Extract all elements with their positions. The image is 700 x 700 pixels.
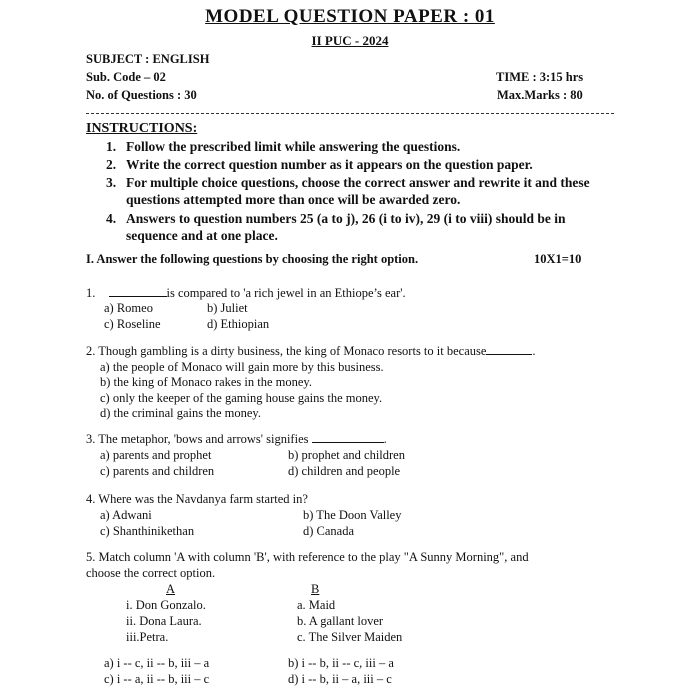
instruction-item: [106, 156, 618, 173]
option-a: a) Adwani: [100, 508, 152, 522]
option-b: b) Juliet: [207, 301, 248, 315]
instruction-text: Follow the prescribed limit while answering the questions.: [126, 139, 461, 154]
option-b: b) i -- b, ii -- c, iii – a: [288, 656, 394, 670]
option-d: d) Canada: [303, 524, 355, 538]
column-b-item: b. A gallant lover: [297, 614, 384, 628]
header-divider: [86, 113, 614, 114]
option-b: b) The Doon Valley: [303, 508, 402, 522]
instruction-number: 2.: [106, 157, 117, 172]
question-4: 4. Where was the Navdanya farm started in?: [86, 492, 308, 506]
sub-code-label: Sub. Code – 02: [86, 70, 166, 84]
column-a-item: i. Don Gonzalo.: [126, 598, 206, 612]
option-c: c) only the keeper of the gaming house gains the money.: [100, 391, 383, 405]
instruction-item: [106, 174, 618, 208]
column-b-item: c. The Silver Maiden: [297, 630, 403, 644]
paper-title: MODEL QUESTION PAPER : 01: [205, 6, 495, 27]
option-d: d) Ethiopian: [207, 317, 270, 331]
subject-label: SUBJECT : ENGLISH: [86, 52, 210, 66]
instruction-number: 3.: [106, 175, 117, 190]
question-1: [86, 286, 406, 301]
instruction-number: 1.: [106, 139, 117, 154]
answer-blank: [312, 442, 384, 443]
column-a-header: A: [166, 582, 176, 596]
instructions-heading: INSTRUCTIONS:: [86, 121, 198, 136]
section-marks: 10X1=10: [534, 252, 582, 266]
option-c: c) parents and children: [100, 464, 215, 478]
answer-blank: [109, 296, 167, 297]
option-c: c) Roseline: [104, 317, 161, 331]
option-d: d) i -- b, ii – a, iii – c: [288, 672, 392, 686]
column-b-item: a. Maid: [297, 598, 336, 612]
instruction-item: [106, 138, 618, 155]
answer-blank: [486, 354, 532, 355]
option-b: b) the king of Monaco rakes in the money.: [100, 375, 312, 389]
column-b-header: B: [311, 582, 320, 596]
question-text: 2. Though gambling is a dirty business, the king of Monaco resorts to it because: [86, 344, 487, 358]
section-heading: I. Answer the following questions by choosing the right option.: [86, 252, 419, 266]
question-5: 5. Match column 'A with column 'B', with reference to the play "A Sunny Morning", and: [86, 550, 529, 564]
question-3: 3. The metaphor, 'bows and arrows' signifies .: [86, 432, 387, 446]
max-marks-label: Max.Marks : 80: [497, 88, 583, 102]
option-c: c) i -- a, ii -- b, iii – c: [104, 672, 210, 686]
option-d: d) the criminal gains the money.: [100, 406, 261, 420]
instruction-number: 4.: [106, 211, 117, 226]
option-a: a) Romeo: [104, 301, 153, 315]
option-d: d) children and people: [288, 464, 401, 478]
option-c: c) Shanthinikethan: [100, 524, 195, 538]
question-5-cont: choose the correct option.: [86, 566, 216, 580]
instruction-text: Answers to question numbers 25 (a to j), 26 (i to iv), 29 (i to viii) should be in sequence and at one place.: [126, 211, 566, 243]
option-a: a) i -- c, ii -- b, iii – a: [104, 656, 210, 670]
question-text: 3. The metaphor, 'bows and arrows' signifies: [86, 432, 309, 446]
time-label: TIME : 3:15 hrs: [496, 70, 584, 84]
instruction-item: [106, 210, 618, 244]
question-text: is compared to 'a rich jewel in an Ethiope’s ear'.: [166, 286, 406, 300]
num-questions-label: No. of Questions : 30: [86, 88, 197, 102]
option-a: a) parents and prophet: [100, 448, 212, 462]
column-a-item: ii. Dona Laura.: [126, 614, 202, 628]
option-a: a) the people of Monaco will gain more by this business.: [100, 360, 384, 374]
paper-subtitle: II PUC - 2024: [311, 33, 389, 48]
option-b: b) prophet and children: [288, 448, 405, 462]
question-number: 1.: [86, 286, 96, 300]
question-2: 2. Though gambling is a dirty business, the king of Monaco resorts to it because .: [86, 344, 536, 358]
instruction-text: Write the correct question number as it appears on the question paper.: [126, 157, 533, 172]
instruction-text: For multiple choice questions, choose the correct answer and rewrite it and these questions attempted more than once will be awarded zero.: [126, 175, 590, 207]
column-a-item: iii.Petra.: [126, 630, 169, 644]
